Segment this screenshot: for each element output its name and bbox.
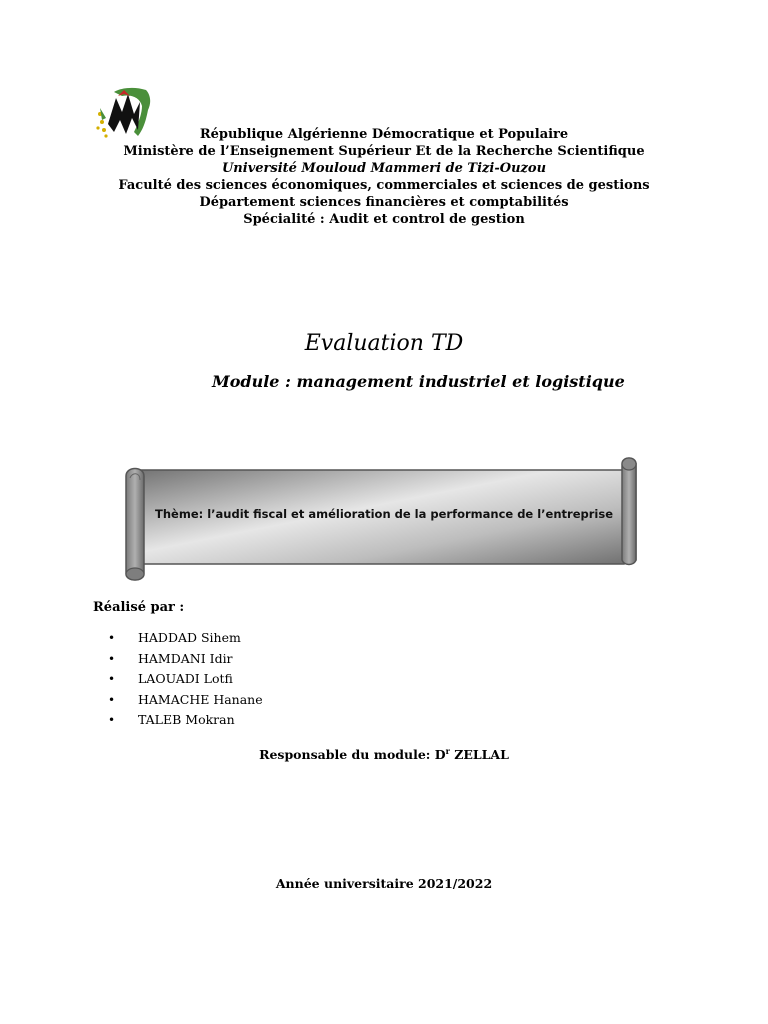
theme-text: Thème: l’audit fiscal et amélioration de la performance de l’entreprise	[155, 507, 613, 521]
module-title: Module : management industriel et logistique	[212, 372, 625, 391]
supervisor-name: ZELLAL	[449, 747, 509, 763]
author-name: TALEB Mokran	[138, 712, 235, 727]
header-university: Université Mouloud Mammeri de Tizi-Ouzou	[221, 161, 547, 176]
list-item	[108, 710, 263, 731]
module-supervisor	[0, 742, 768, 764]
header-specialty: Spécialité : Audit et control de gestion	[243, 212, 525, 227]
authors-list	[108, 628, 263, 731]
author-name: HAMACHE Hanane	[138, 691, 263, 707]
bullet-icon: •	[108, 631, 116, 645]
list-item	[108, 669, 263, 690]
list-item	[108, 690, 263, 711]
list-item	[108, 628, 263, 649]
bullet-icon: •	[108, 713, 116, 727]
header-republic: République Algérienne Démocratique et Populaire	[199, 127, 569, 142]
document-title: Evaluation TD	[304, 331, 464, 356]
institution-header	[0, 126, 768, 228]
authors-label: Réalisé par :	[93, 600, 185, 615]
bullet-icon: •	[108, 672, 116, 686]
supervisor-label: Responsable du module: D	[259, 747, 446, 763]
bullet-icon: •	[108, 692, 116, 707]
bullet-icon: •	[108, 651, 116, 666]
author-name: HAMDANI Idir	[138, 650, 233, 666]
supervisor-title-sup: r	[445, 746, 450, 756]
academic-year: Année universitaire 2021/2022	[275, 876, 493, 891]
header-department: Département sciences financières et comptabilités	[199, 195, 569, 210]
header-ministry: Ministère de l’Enseignement Supérieur Et de la Recherche Scientifique	[123, 144, 645, 159]
author-name: LAOUADI Lotfi	[138, 671, 233, 686]
author-name: HADDAD Sihem	[138, 630, 241, 645]
header-faculty: Faculté des sciences économiques, commerciales et sciences de gestions	[118, 178, 650, 193]
list-item	[108, 649, 263, 670]
